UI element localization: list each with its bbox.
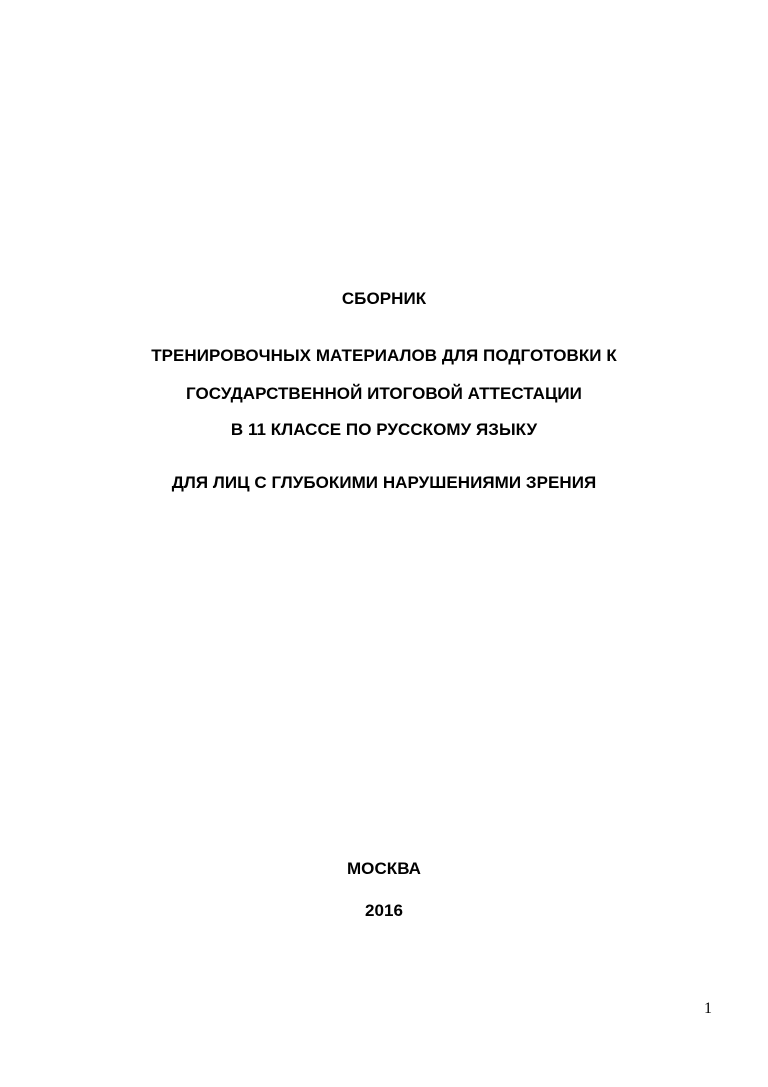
page-number: 1 [704,1000,712,1017]
subtitle-line-3: В 11 КЛАССЕ ПО РУССКОМУ ЯЗЫКУ [230,420,538,439]
city: МОСКВА [346,859,422,878]
audience-line: ДЛЯ ЛИЦ С ГЛУБОКИМИ НАРУШЕНИЯМИ ЗРЕНИЯ [171,473,597,492]
subtitle-line-1: ТРЕНИРОВОЧНЫХ МАТЕРИАЛОВ ДЛЯ ПОДГОТОВКИ К [151,346,617,365]
document-heading: СБОРНИК [341,289,427,308]
year: 2016 [364,901,404,920]
subtitle-line-2: ГОСУДАРСТВЕННОЙ ИТОГОВОЙ АТТЕСТАЦИИ [186,384,582,403]
